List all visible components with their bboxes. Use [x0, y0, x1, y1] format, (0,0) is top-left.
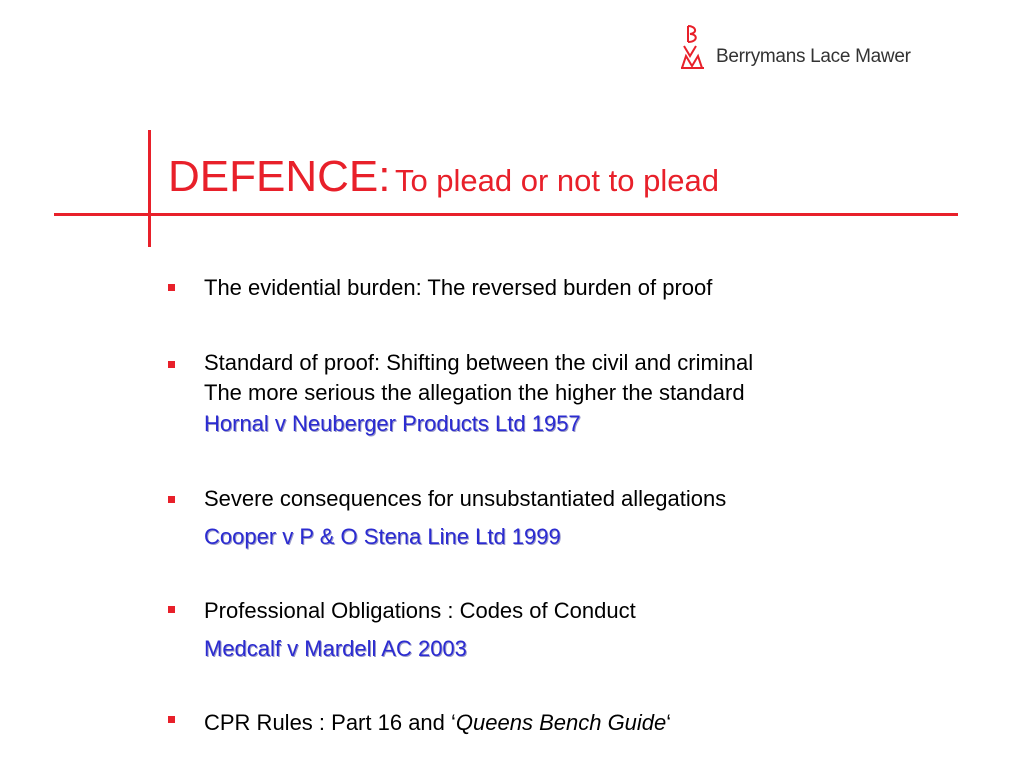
bullet-text: Standard of proof: Shifting between the civil and criminal	[204, 350, 754, 375]
red-square-bullet-icon	[168, 716, 175, 723]
bullet-text: Professional Obligations : Codes of Conduct	[204, 598, 636, 623]
blm-monogram-icon	[680, 24, 714, 74]
case-citation: Hornal v Neuberger Products Ltd 1957	[204, 411, 581, 436]
red-square-bullet-icon	[168, 284, 175, 291]
red-square-bullet-icon	[168, 496, 175, 503]
slide-title	[168, 152, 719, 201]
title-vertical-rule	[148, 130, 151, 247]
red-square-bullet-icon	[168, 361, 175, 368]
red-square-bullet-icon	[168, 606, 175, 613]
bullet-text-italic: Queens Bench Guide	[455, 710, 667, 735]
brand-name: Berrymans Lace Mawer	[716, 46, 911, 67]
bullet-text	[204, 710, 671, 736]
title-subtitle: To plead or not to plead	[394, 163, 719, 198]
title-main: DEFENCE:	[168, 152, 391, 201]
bullet-text: The more serious the allegation the higher the standard	[204, 380, 745, 405]
company-logo	[680, 24, 970, 84]
bullet-text: The evidential burden: The reversed burden of proof	[204, 275, 713, 300]
title-horizontal-rule	[54, 213, 958, 216]
bullet-text-suffix: ‘	[666, 710, 672, 735]
bullet-text-prefix: CPR Rules : Part 16 and ‘	[204, 710, 456, 735]
case-citation: Cooper v P & O Stena Line Ltd 1999	[204, 524, 561, 549]
bullet-text: Severe consequences for unsubstantiated allegations	[204, 486, 727, 511]
case-citation: Medcalf v Mardell AC 2003	[204, 636, 467, 661]
